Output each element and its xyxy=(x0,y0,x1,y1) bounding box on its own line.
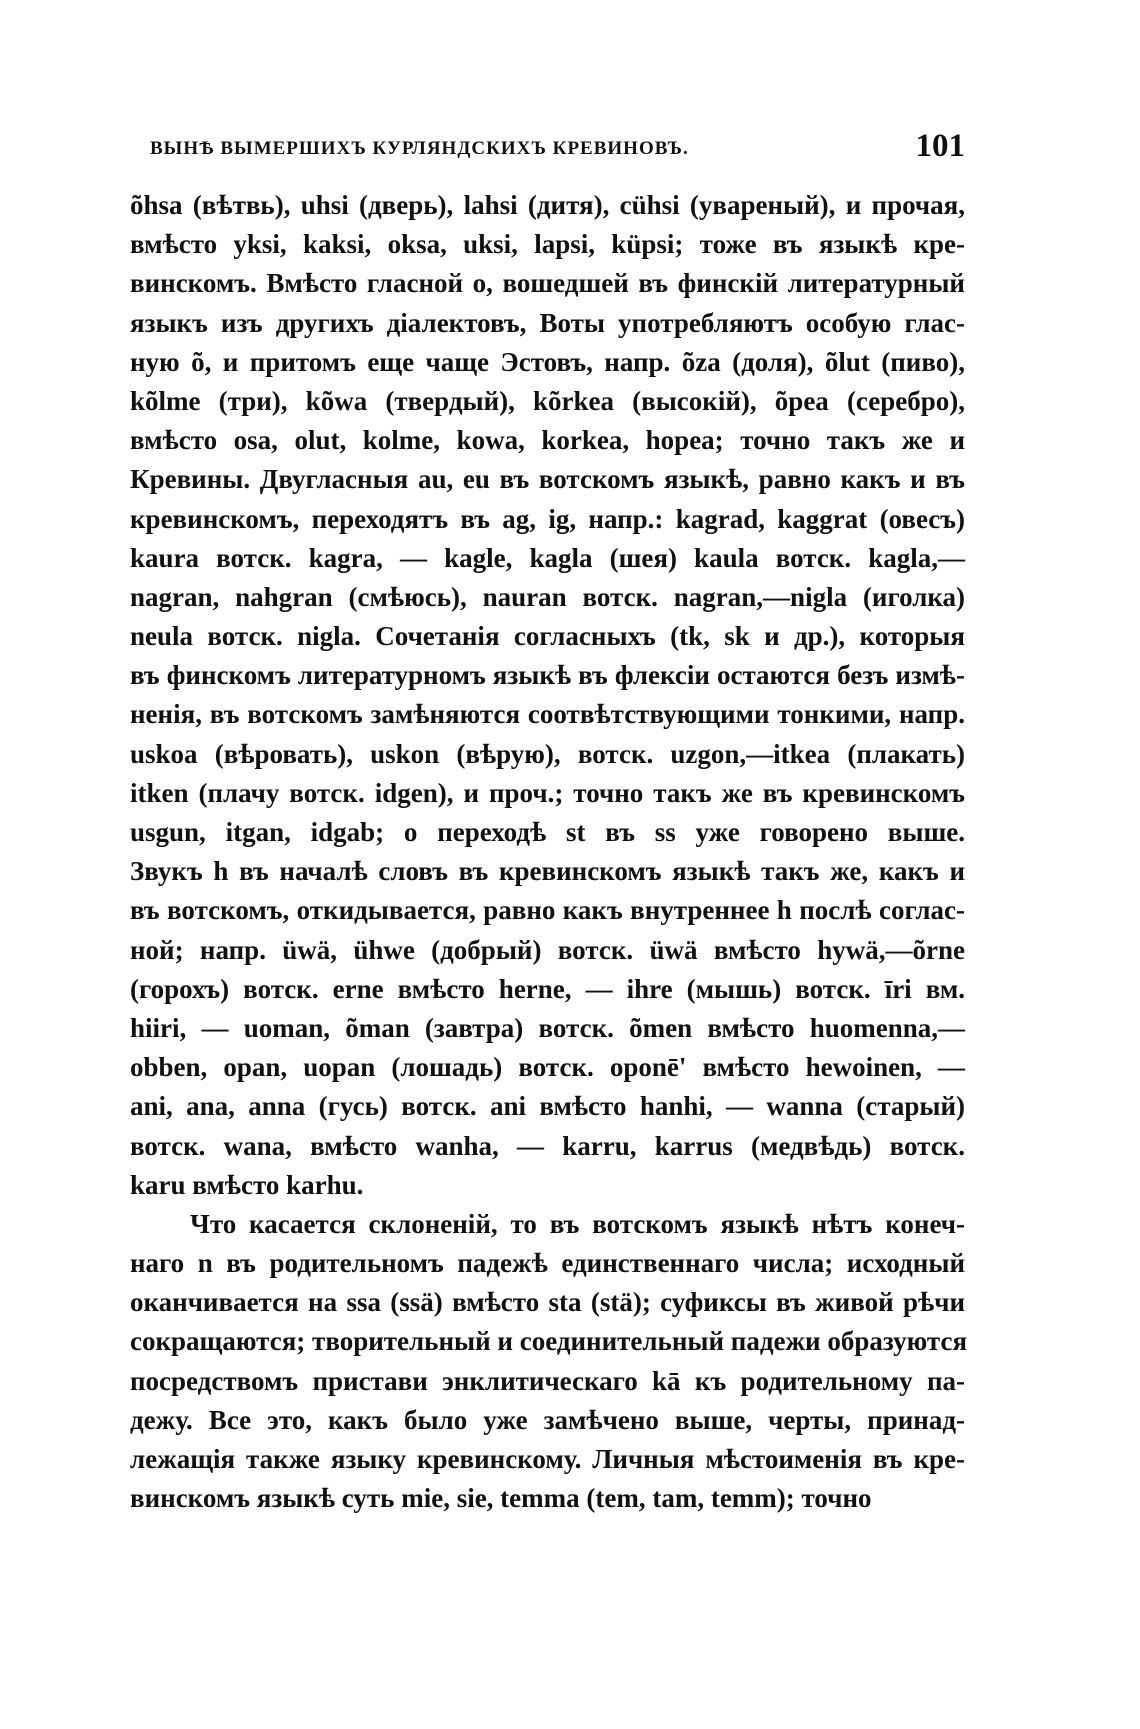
text-line: ненія, въ вотскомъ замѣняются соотвѣтствующими тонкими, напр. xyxy=(130,699,965,730)
text-line: usgun, itgan, idgab; о переходѣ st въ ss уже говорено выше. xyxy=(130,817,965,847)
text-line: въ вотскомъ, откидывается, равно какъ внутреннее h послѣ соглас- xyxy=(130,895,965,926)
text-line: õhsa (вѣтвь), uhsi (дверь), lahsi (дитя), cühsi (увареный), и прочая, xyxy=(130,190,965,220)
page-number: 101 xyxy=(915,128,965,164)
running-title: ВЫНѢ ВЫМЕРШИХЪ КУРЛЯНДСКИХЪ КРЕВИНОВЪ. xyxy=(150,138,689,159)
text-line: karu вмѣсто karhu. xyxy=(130,1169,364,1200)
text-line: вмѣсто osa, olut, kolme, kowa, korkea, hopea; точно такъ же и xyxy=(130,425,965,456)
text-line: ную õ, и притомъ еще чаще Эстовъ, напр. õza (доля), õlut (пиво), xyxy=(130,346,965,377)
text-line: языкъ изъ другихъ діалектовъ, Воты употребляютъ особую глас- xyxy=(130,307,965,338)
text-line: Звукъ h въ началѣ словъ въ кревинскомъ языкѣ такъ же, какъ и xyxy=(130,856,965,887)
running-header xyxy=(130,130,965,176)
text-line: neula вотск. nigla. Сочетанія согласныхъ (tk, sk и др.), которыя xyxy=(130,621,965,652)
text-line: вмѣсто yksi, kaksi, oksa, uksi, lapsi, küpsi; тоже въ языкѣ кре- xyxy=(130,229,965,260)
text-line: ani, ana, anna (гусь) вотск. ani вмѣсто hanhi, — wanna (старый) xyxy=(130,1091,965,1122)
paragraph xyxy=(130,186,965,1205)
text-line: посредствомъ пристави энклитическаго kā къ родительному па- xyxy=(130,1365,965,1396)
text-line: Что касается склоненій, то въ вотскомъ языкѣ нѣтъ конеч- xyxy=(190,1208,965,1239)
text-line: itken (плачу вотск. idgen), и проч.; точно такъ же въ кревинскомъ xyxy=(130,777,965,808)
text-line: вотск. wana, вмѣсто wanha, — karru, karrus (медвѣдь) вотск. xyxy=(130,1130,965,1161)
paragraph xyxy=(130,1205,968,1519)
text-line: сокращаются; творительный и соединительный падежи образуются xyxy=(130,1326,968,1357)
text-line: кревинскомъ, переходятъ въ ag, ig, напр.: kagrad, kaggrat (овесъ) xyxy=(130,503,965,534)
text-line: kõlme (три), kõwa (твердый), kõrkea (высокій), õpea (серебро), xyxy=(130,385,965,416)
text-line: obben, opan, uopan (лошадь) вотск. oponē' вмѣсто hewoinen, — xyxy=(130,1052,965,1083)
text-line: hiiri, — uoman, õman (завтра) вотск. õmen вмѣсто huomenna,— xyxy=(130,1012,965,1043)
text-line: лежащія также языку кревинскому. Личныя мѣстоименія въ кре- xyxy=(130,1444,965,1474)
text-line: uskoa (вѣровать), uskon (вѣрую), вотск. uzgon,—itkea (плакать) xyxy=(130,738,965,769)
body-text xyxy=(130,186,968,1518)
text-line: Кревины. Двугласныя au, eu въ вотскомъ языкѣ, равно какъ и въ xyxy=(130,464,965,495)
text-line: дежу. Все это, какъ было уже замѣчено выше, черты, принад- xyxy=(130,1404,965,1435)
text-line: (горохъ) вотск. erne вмѣсто herne, — ihre (мышь) вотск. īri вм. xyxy=(130,973,965,1004)
text-line: винскомъ языкѣ суть mie, sie, temma (tem, tam, temm); точно xyxy=(130,1483,872,1514)
text-line: ной; напр. üwä, ühwe (добрый) вотск. üwä вмѣсто hywä,—õrne xyxy=(130,934,965,965)
text-line: въ финскомъ литературномъ языкѣ въ флексіи остаются безъ измѣ- xyxy=(130,660,965,691)
text-line: nagran, nahgran (смѣюсь), nauran вотск. nagran,—nigla (иголка) xyxy=(130,581,965,612)
book-page xyxy=(130,128,968,1518)
text-line: наго n въ родительномъ падежѣ единственнаго числа; исходный xyxy=(130,1248,965,1279)
text-line: винскомъ. Вмѣсто гласной о, вошедшей въ финскій литературный xyxy=(130,268,965,299)
text-line: kaura вотск. kagra, — kagle, kagla (шея) kaula вотск. kagla,— xyxy=(130,542,965,573)
text-line: оканчивается на ssa (ssä) вмѣсто sta (stä); суфиксы въ живой рѣчи xyxy=(130,1287,965,1318)
